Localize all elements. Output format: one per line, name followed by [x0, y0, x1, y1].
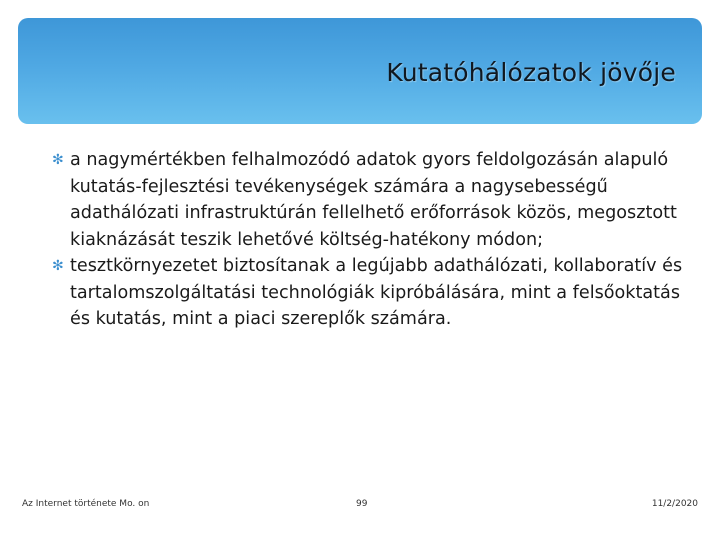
bullet-text: tesztkörnyezetet biztosítanak a legújabb adathálózati, kollaboratív és tartalomszolgáltatási technológiák kipróbálására, mint a felsőoktatás és kutatás, mint a piaci szereplők számára. [70, 256, 683, 329]
footer-source: Az Internet története Mo. on [22, 499, 150, 509]
page-number: 99 [356, 499, 368, 509]
bullet-text: a nagymértékben felhalmozódó adatok gyors feldolgozásán alapuló kutatás-fejlesztési tevékenységek számára a nagysebességű adathálózati infrastruktúrán fellelhető erőforrások közös, megosztott kiaknázását teszik lehetővé költség-hatékony módon; [70, 150, 677, 250]
slide-title: Kutatóhálózatok jövője [386, 58, 676, 87]
asterisk-bullet-icon: ✻ [52, 152, 64, 168]
bullet-item [44, 253, 684, 333]
bullet-item [44, 147, 684, 253]
asterisk-bullet-icon: ✻ [52, 258, 64, 274]
bullet-list [44, 147, 684, 333]
footer-date: 11/2/2020 [651, 499, 698, 509]
